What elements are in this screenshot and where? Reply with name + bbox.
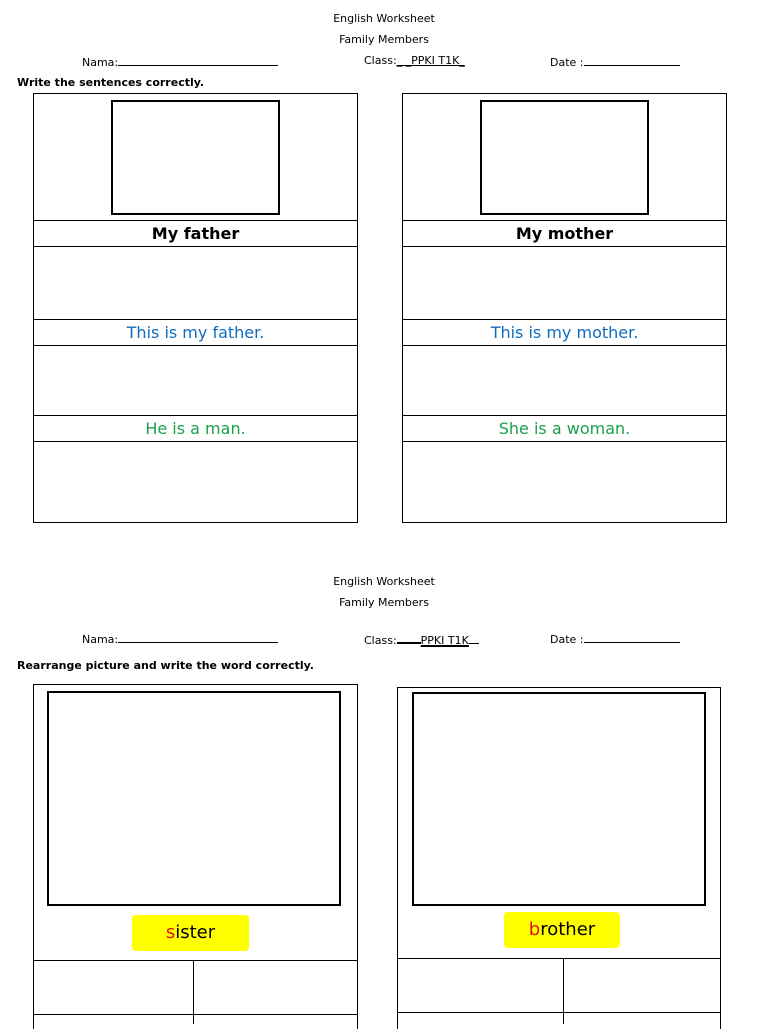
class-blank-tail [469,632,479,644]
sheet1-class-row [364,54,465,68]
name-blank[interactable] [118,631,278,643]
date-blank[interactable] [584,631,680,643]
sentence-father-1: This is my father. [126,323,265,342]
divider [33,246,358,247]
class-label: Class: [364,54,397,67]
divider [402,319,727,320]
sheet1-instruction: Write the sentences correctly. [17,76,205,89]
sheet2-title: English Worksheet [333,575,435,588]
word-brother-first-letter: b [528,919,541,940]
label-father: My father [151,224,240,243]
sheet1-name-row [82,54,278,70]
date-label: Date : [550,56,584,69]
divider [402,441,727,442]
sheet2-date-row [550,631,680,647]
class-blank [397,631,421,644]
word-brother-rest: rother [540,919,596,940]
date-label: Date : [550,633,584,646]
word-sister-first-letter: s [165,922,176,943]
picture-box-mother[interactable] [480,100,649,215]
name-label: Nama: [82,56,119,69]
divider [33,319,358,320]
word-sister-rest: ister [175,922,216,943]
label-mother: My mother [515,224,614,243]
picture-box-sister[interactable] [47,691,341,906]
divider [33,345,358,346]
divider [33,1014,358,1015]
name-blank[interactable] [118,54,278,66]
divider [402,345,727,346]
sentence-father-2: He is a man. [145,419,246,438]
word-sister [132,915,249,951]
name-label: Nama: [82,633,119,646]
divider [402,246,727,247]
class-value: PPKI T1K [420,634,469,647]
sheet2-name-row [82,631,278,647]
divider [33,960,358,961]
sheet2-subtitle: Family Members [339,596,429,609]
sheet1-date-row [550,54,680,70]
sheet1-title: English Worksheet [333,12,435,25]
date-blank[interactable] [584,54,680,66]
divider [33,441,358,442]
sentence-mother-1: This is my mother. [490,323,639,342]
divider [33,220,358,221]
divider [402,415,727,416]
sentence-mother-2: She is a woman. [498,419,631,438]
class-value: _ _PPKI T1K_ [396,54,465,67]
sheet1-subtitle: Family Members [339,33,429,46]
class-label: Class: [364,634,397,647]
word-brother [504,912,620,948]
divider [397,1012,721,1013]
divider [397,958,721,959]
divider [33,415,358,416]
sheet2-class-row [364,631,479,648]
picture-box-brother[interactable] [412,692,706,906]
sheet2-instruction: Rearrange picture and write the word correctly. [17,659,314,672]
picture-box-father[interactable] [111,100,280,215]
cell-divider [563,958,564,1024]
divider [402,220,727,221]
